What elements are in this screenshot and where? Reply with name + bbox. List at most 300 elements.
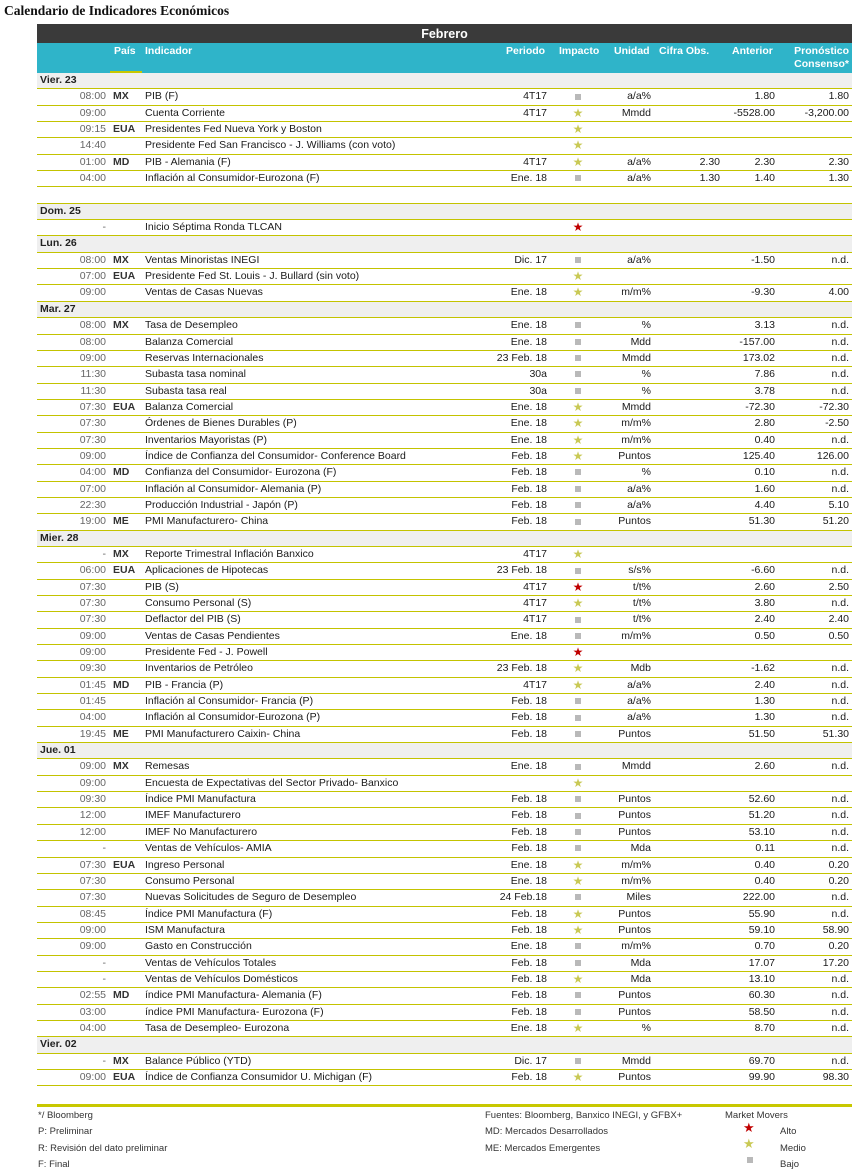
cell-periodo: Ene. 18 bbox=[510, 1021, 547, 1034]
cell-pais: MX bbox=[113, 253, 129, 266]
cell-time: 12:00 bbox=[79, 825, 106, 838]
table-row bbox=[37, 269, 852, 285]
day-label: Vier. 23 bbox=[40, 74, 77, 86]
table-row bbox=[37, 318, 852, 334]
cell-periodo: Feb. 18 bbox=[511, 449, 547, 462]
cell-pronostico: 0.20 bbox=[828, 874, 849, 887]
cell-time: 01:00 bbox=[79, 155, 106, 168]
table-row bbox=[37, 89, 852, 105]
cell-periodo: Feb. 18 bbox=[511, 727, 547, 740]
cell-indicador: PIB (S) bbox=[145, 580, 179, 593]
cell-time: 09:00 bbox=[79, 629, 106, 642]
cell-pronostico: 51.20 bbox=[822, 515, 849, 528]
cell-time: - bbox=[102, 972, 106, 985]
cell-periodo: Feb. 18 bbox=[511, 1005, 547, 1018]
cell-pronostico: n.d. bbox=[831, 907, 849, 920]
table-row bbox=[37, 285, 852, 301]
cell-periodo: 4T17 bbox=[523, 155, 547, 168]
table-row bbox=[37, 874, 852, 890]
table-row bbox=[37, 335, 852, 351]
cell-anterior: 7.86 bbox=[754, 368, 775, 381]
table-row bbox=[37, 367, 852, 383]
cell-pronostico: 5.10 bbox=[828, 498, 849, 511]
cell-indicador: Nuevas Solicitudes de Seguro de Desempleo bbox=[145, 891, 357, 904]
cell-pais: EUA bbox=[113, 858, 136, 871]
day-header-row bbox=[37, 531, 852, 547]
cell-unidad: Mmdd bbox=[621, 760, 651, 773]
cell-periodo: Feb. 18 bbox=[511, 695, 547, 708]
cell-anterior: 1.80 bbox=[754, 90, 775, 103]
impact-medio-star-icon: ★ bbox=[572, 154, 584, 169]
cell-indicador: IMEF Manufacturero bbox=[145, 809, 241, 822]
cell-time: 19:45 bbox=[79, 727, 106, 740]
cell-periodo: 4T17 bbox=[523, 580, 547, 593]
cell-anterior: 1.60 bbox=[754, 482, 775, 495]
table-row bbox=[37, 433, 852, 449]
table-row bbox=[37, 220, 852, 236]
cell-unidad: Mmdd bbox=[621, 106, 651, 119]
impact-bajo-square-icon bbox=[570, 563, 586, 578]
cell-pronostico: n.d. bbox=[831, 989, 849, 1002]
impact-alto-star-icon: ★ bbox=[572, 645, 584, 660]
cell-unidad: Puntos bbox=[618, 923, 651, 936]
cell-pronostico: 126.00 bbox=[816, 449, 849, 462]
cell-indicador: Inicio Séptima Ronda TLCAN bbox=[145, 221, 282, 234]
cell-pais: EUA bbox=[113, 1070, 136, 1083]
day-label: Mar. 27 bbox=[40, 302, 76, 315]
cell-indicador: Producción Industrial - Japón (P) bbox=[145, 498, 298, 511]
impact-bajo-square-icon bbox=[570, 792, 586, 807]
cell-periodo: Dic. 17 bbox=[514, 253, 547, 266]
cell-indicador: Índice PMI Manufactura bbox=[145, 793, 256, 806]
table-row bbox=[37, 253, 852, 269]
table-row bbox=[37, 939, 852, 955]
cell-unidad: a/a% bbox=[627, 711, 651, 724]
cell-unidad: a/a% bbox=[627, 155, 651, 168]
cell-periodo: Ene. 18 bbox=[510, 433, 547, 446]
cell-time: 09:30 bbox=[79, 662, 106, 675]
cell-time: 14:40 bbox=[79, 139, 106, 152]
cell-anterior: -6.60 bbox=[751, 564, 775, 577]
cell-pais: MX bbox=[113, 90, 129, 103]
impact-bajo-square-icon bbox=[570, 367, 586, 382]
cell-unidad: Puntos bbox=[618, 449, 651, 462]
cell-anterior: 17.07 bbox=[748, 956, 775, 969]
table-row bbox=[37, 972, 852, 988]
table-row bbox=[37, 400, 852, 416]
cell-pronostico: 2.30 bbox=[828, 155, 849, 168]
cell-anterior: 3.13 bbox=[754, 319, 775, 332]
cell-indicador: Confianza del Consumidor- Eurozona (F) bbox=[145, 466, 337, 479]
cell-cifra-obs: 1.30 bbox=[699, 172, 720, 185]
cell-pronostico: n.d. bbox=[831, 1005, 849, 1018]
table-row bbox=[37, 351, 852, 367]
table-row bbox=[37, 661, 852, 677]
table-row bbox=[37, 596, 852, 612]
cell-anterior: 2.60 bbox=[754, 580, 775, 593]
cell-time: 22:30 bbox=[79, 498, 106, 511]
table-row bbox=[37, 678, 852, 694]
cell-unidad: Mdb bbox=[630, 662, 651, 675]
impact-bajo-square-icon bbox=[570, 465, 586, 480]
cell-anterior: 0.10 bbox=[754, 466, 775, 479]
cell-pronostico: n.d. bbox=[831, 482, 849, 495]
cell-anterior: -1.62 bbox=[751, 662, 775, 675]
table-row bbox=[37, 645, 852, 661]
cell-unidad: Puntos bbox=[618, 825, 651, 838]
cell-indicador: Subasta tasa real bbox=[145, 384, 227, 397]
cell-anterior: 0.50 bbox=[754, 629, 775, 642]
cell-pronostico: n.d. bbox=[831, 253, 849, 266]
cell-time: 07:30 bbox=[79, 891, 106, 904]
cell-time: 04:00 bbox=[79, 466, 106, 479]
cell-anterior: -72.30 bbox=[745, 400, 775, 413]
cell-indicador: PIB - Alemania (F) bbox=[145, 155, 231, 168]
cell-indicador: Tasa de Desempleo bbox=[145, 319, 238, 332]
impact-medio-star-icon: ★ bbox=[572, 432, 584, 447]
cell-pronostico: n.d. bbox=[831, 368, 849, 381]
cell-time: 07:30 bbox=[79, 433, 106, 446]
impact-medio-star-icon: ★ bbox=[572, 1069, 584, 1084]
cell-indicador: índice PMI Manufactura- Alemania (F) bbox=[145, 989, 322, 1002]
cell-pronostico: 2.50 bbox=[828, 580, 849, 593]
cell-pronostico: n.d. bbox=[831, 809, 849, 822]
cell-time: 07:00 bbox=[79, 270, 106, 283]
cell-unidad: Puntos bbox=[618, 1070, 651, 1083]
cell-time: 01:45 bbox=[79, 695, 106, 708]
impact-medio-star-icon: ★ bbox=[572, 661, 584, 676]
cell-pronostico: n.d. bbox=[831, 564, 849, 577]
cell-pronostico: n.d. bbox=[831, 793, 849, 806]
impact-bajo-square-icon bbox=[570, 351, 586, 366]
footnote-final: F: Final bbox=[38, 1159, 70, 1170]
cell-periodo: 23 Feb. 18 bbox=[496, 662, 547, 675]
cell-pronostico: n.d. bbox=[831, 972, 849, 985]
legend-medio-star-icon: ★ bbox=[743, 1136, 755, 1151]
cell-pronostico: 0.50 bbox=[828, 629, 849, 642]
cell-pronostico: n.d. bbox=[831, 319, 849, 332]
footnote-bloomberg: */ Bloomberg bbox=[38, 1110, 93, 1121]
cell-indicador: Deflactor del PIB (S) bbox=[145, 613, 241, 626]
cell-anterior: 58.50 bbox=[748, 1005, 775, 1018]
cell-indicador: Ventas de Casas Nuevas bbox=[145, 286, 263, 299]
cell-time: - bbox=[102, 842, 106, 855]
cell-periodo: 23 Feb. 18 bbox=[496, 564, 547, 577]
cell-periodo: Ene. 18 bbox=[510, 417, 547, 430]
cell-periodo: Feb. 18 bbox=[511, 923, 547, 936]
impact-bajo-square-icon bbox=[570, 939, 586, 954]
impact-bajo-square-icon bbox=[570, 318, 586, 333]
impact-bajo-square-icon bbox=[570, 384, 586, 399]
cell-pronostico: 58.90 bbox=[822, 923, 849, 936]
cell-unidad: Puntos bbox=[618, 793, 651, 806]
cell-anterior: 0.40 bbox=[754, 874, 775, 887]
cell-periodo: 30a bbox=[529, 384, 547, 397]
cell-indicador: Ventas de Casas Pendientes bbox=[145, 629, 280, 642]
day-label: Lun. 26 bbox=[40, 237, 77, 250]
cell-periodo: Feb. 18 bbox=[511, 907, 547, 920]
cell-unidad: a/a% bbox=[627, 482, 651, 495]
cell-pronostico: n.d. bbox=[831, 695, 849, 708]
cell-periodo: Ene. 18 bbox=[510, 286, 547, 299]
cell-pronostico: 17.20 bbox=[822, 956, 849, 969]
impact-medio-star-icon: ★ bbox=[572, 105, 584, 120]
cell-pais: MX bbox=[113, 547, 129, 560]
impact-bajo-square-icon bbox=[570, 890, 586, 905]
cell-anterior: 0.11 bbox=[755, 842, 775, 855]
impact-medio-star-icon: ★ bbox=[572, 857, 584, 872]
table-row bbox=[37, 1021, 852, 1037]
table-row bbox=[37, 792, 852, 808]
impact-bajo-square-icon bbox=[570, 841, 586, 856]
cell-anterior: 1.30 bbox=[754, 711, 775, 724]
cell-unidad: a/a% bbox=[627, 498, 651, 511]
table-row bbox=[37, 694, 852, 710]
cell-anterior: 125.40 bbox=[742, 449, 775, 462]
cell-pronostico: n.d. bbox=[831, 711, 849, 724]
cell-periodo: Feb. 18 bbox=[511, 466, 547, 479]
day-header-row bbox=[37, 73, 852, 89]
cell-anterior: 1.30 bbox=[754, 695, 775, 708]
cell-pronostico: n.d. bbox=[831, 1021, 849, 1034]
impact-medio-star-icon: ★ bbox=[572, 775, 584, 790]
cell-periodo: Feb. 18 bbox=[511, 793, 547, 806]
cell-anterior: 4.40 bbox=[754, 498, 775, 511]
impact-bajo-square-icon bbox=[570, 808, 586, 823]
cell-unidad: m/m% bbox=[621, 286, 651, 299]
cell-time: 08:00 bbox=[79, 319, 106, 332]
footnote-md: MD: Mercados Desarrollados bbox=[485, 1126, 609, 1137]
cell-anterior: 59.10 bbox=[748, 923, 775, 936]
cell-anterior: 0.40 bbox=[754, 433, 775, 446]
cell-periodo: Feb. 18 bbox=[511, 989, 547, 1002]
cell-time: - bbox=[102, 1054, 106, 1067]
cell-unidad: Puntos bbox=[618, 1005, 651, 1018]
day-label: Vier. 02 bbox=[40, 1038, 77, 1051]
cell-time: 07:30 bbox=[79, 874, 106, 887]
impact-medio-star-icon: ★ bbox=[572, 416, 584, 431]
cell-time: 09:15 bbox=[79, 123, 106, 136]
cell-periodo: 4T17 bbox=[523, 678, 547, 691]
cell-unidad: Puntos bbox=[618, 907, 651, 920]
cell-pronostico: 0.20 bbox=[828, 858, 849, 871]
cell-indicador: Presidente Fed St. Louis - J. Bullard (sin voto) bbox=[145, 270, 360, 283]
impact-medio-star-icon: ★ bbox=[572, 873, 584, 888]
cell-indicador: Consumo Personal bbox=[145, 874, 235, 887]
cell-time: 08:00 bbox=[79, 90, 106, 103]
impact-medio-star-icon: ★ bbox=[572, 677, 584, 692]
table-row bbox=[37, 482, 852, 498]
cell-indicador: Presidentes Fed Nueva York y Boston bbox=[145, 123, 322, 136]
footnote-me: ME: Mercados Emergentes bbox=[485, 1143, 601, 1154]
cell-time: 07:30 bbox=[79, 613, 106, 626]
header-periodo: Periodo bbox=[506, 45, 546, 57]
cell-anterior: 69.70 bbox=[748, 1054, 775, 1067]
cell-periodo: Feb. 18 bbox=[511, 809, 547, 822]
cell-periodo: 4T17 bbox=[523, 613, 547, 626]
cell-time: 07:30 bbox=[79, 858, 106, 871]
cell-unidad: % bbox=[641, 368, 651, 381]
header-pronostico bbox=[791, 45, 849, 71]
cell-indicador: Ventas de Vehículos Totales bbox=[145, 956, 277, 969]
cell-anterior: 2.60 bbox=[754, 760, 775, 773]
cell-pais: MD bbox=[113, 678, 130, 691]
cell-periodo: Ene. 18 bbox=[510, 400, 547, 413]
cell-indicador: Aplicaciones de Hipotecas bbox=[145, 564, 269, 577]
table-row bbox=[37, 710, 852, 726]
cell-pronostico: n.d. bbox=[831, 825, 849, 838]
cell-periodo: Ene. 18 bbox=[510, 629, 547, 642]
table-row bbox=[37, 171, 852, 187]
cell-indicador: Ingreso Personal bbox=[145, 858, 225, 871]
cell-pronostico: -3,200.00 bbox=[804, 106, 849, 119]
cell-pronostico: n.d. bbox=[831, 597, 849, 609]
cell-time: 03:00 bbox=[79, 1005, 106, 1018]
cell-indicador: Tasa de Desempleo- Eurozona bbox=[145, 1021, 290, 1034]
cell-periodo: Feb. 18 bbox=[511, 842, 547, 855]
cell-anterior: 51.20 bbox=[748, 809, 775, 822]
cell-time: 04:00 bbox=[79, 1021, 106, 1034]
cell-anterior: 51.30 bbox=[748, 515, 775, 528]
cell-unidad: m/m% bbox=[621, 417, 651, 430]
table-row bbox=[37, 923, 852, 939]
cell-periodo: Ene. 18 bbox=[510, 858, 547, 871]
cell-time: 08:00 bbox=[79, 335, 106, 348]
cell-time: 07:30 bbox=[79, 597, 106, 609]
cell-pronostico: n.d. bbox=[831, 678, 849, 691]
cell-time: 09:00 bbox=[79, 106, 106, 119]
cell-indicador: Inflación al Consumidor- Alemania (P) bbox=[145, 482, 322, 495]
cell-indicador: Ventas Minoristas INEGI bbox=[145, 253, 260, 266]
cell-time: 07:00 bbox=[79, 482, 106, 495]
table-row bbox=[37, 612, 852, 628]
cell-pais: MX bbox=[113, 319, 129, 332]
impact-bajo-square-icon bbox=[570, 498, 586, 513]
table-row bbox=[37, 858, 852, 874]
cell-time: 09:30 bbox=[79, 793, 106, 806]
page-title: Calendario de Indicadores Económicos bbox=[4, 3, 230, 18]
cell-unidad: % bbox=[641, 384, 651, 397]
cell-pais: EUA bbox=[113, 400, 136, 413]
cell-periodo: Feb. 18 bbox=[511, 972, 547, 985]
cell-time: 09:00 bbox=[79, 776, 106, 789]
header-pronostico-line2: Consenso* bbox=[794, 58, 849, 70]
cell-time: - bbox=[102, 956, 106, 969]
header-pais: País bbox=[114, 45, 136, 57]
cell-indicador: Índice PMI Manufactura (F) bbox=[145, 907, 273, 920]
cell-unidad: m/m% bbox=[621, 433, 651, 446]
table-row bbox=[37, 547, 852, 563]
cell-time: 12:00 bbox=[79, 809, 106, 822]
cell-time: 09:00 bbox=[79, 923, 106, 936]
table-row bbox=[37, 890, 852, 906]
impact-medio-star-icon: ★ bbox=[572, 138, 584, 153]
footnote-preliminar: P: Preliminar bbox=[38, 1126, 93, 1137]
table-row bbox=[37, 776, 852, 792]
impact-bajo-square-icon bbox=[570, 171, 586, 186]
cell-pronostico: n.d. bbox=[831, 433, 849, 446]
table-row bbox=[37, 956, 852, 972]
day-header-row bbox=[37, 302, 852, 318]
cell-unidad: Puntos bbox=[618, 809, 651, 822]
cell-time: 04:00 bbox=[79, 711, 106, 724]
cell-anterior: -5528.00 bbox=[733, 106, 775, 119]
legend-bajo-label: Bajo bbox=[780, 1159, 800, 1170]
cell-pronostico: -72.30 bbox=[819, 400, 849, 413]
table-row bbox=[37, 384, 852, 400]
cell-time: 09:00 bbox=[79, 1070, 106, 1083]
cell-anterior: 55.90 bbox=[748, 907, 775, 920]
table-row bbox=[37, 1070, 852, 1086]
cell-indicador: PMI Manufacturero Caixin- China bbox=[145, 727, 301, 740]
cell-anterior: 2.80 bbox=[754, 417, 775, 430]
cell-periodo: Ene. 18 bbox=[510, 335, 547, 348]
table-row bbox=[37, 759, 852, 775]
impact-bajo-square-icon bbox=[570, 335, 586, 350]
cell-periodo: Feb. 18 bbox=[511, 825, 547, 838]
cell-time: 07:30 bbox=[79, 400, 106, 413]
cell-anterior: 2.30 bbox=[754, 155, 775, 168]
cell-time: 02:55 bbox=[79, 989, 106, 1002]
cell-periodo: Feb. 18 bbox=[511, 1070, 547, 1083]
table-row bbox=[37, 449, 852, 465]
header-unidad: Unidad bbox=[614, 45, 650, 57]
cell-indicador: Presidente Fed San Francisco - J. Williams (con voto) bbox=[145, 139, 396, 152]
cell-periodo: Ene. 18 bbox=[510, 172, 547, 185]
cell-pais: MX bbox=[113, 760, 129, 773]
cell-anterior: 60.30 bbox=[748, 989, 775, 1002]
cell-indicador: índice PMI Manufactura- Eurozona (F) bbox=[145, 1005, 324, 1018]
cell-pronostico: 0.20 bbox=[828, 940, 849, 953]
table-row bbox=[37, 727, 852, 743]
cell-periodo: Feb. 18 bbox=[511, 956, 547, 969]
cell-time: 08:45 bbox=[79, 907, 106, 920]
cell-pronostico: n.d. bbox=[831, 335, 849, 348]
bottom-rule bbox=[37, 1104, 852, 1107]
cell-indicador: Ventas de Vehículos Domésticos bbox=[145, 972, 298, 985]
impact-alto-star-icon: ★ bbox=[572, 220, 584, 235]
cell-periodo: 4T17 bbox=[523, 597, 547, 609]
table-row bbox=[37, 825, 852, 841]
impact-bajo-square-icon bbox=[570, 629, 586, 644]
cell-indicador: Inflación al Consumidor- Francia (P) bbox=[145, 695, 314, 708]
cell-unidad: a/a% bbox=[627, 678, 651, 691]
impact-bajo-square-icon bbox=[570, 727, 586, 742]
cell-pronostico: 51.30 bbox=[822, 727, 849, 740]
cell-unidad: Puntos bbox=[618, 989, 651, 1002]
day-header-row bbox=[37, 743, 852, 759]
legend-alto-label: Alto bbox=[780, 1126, 797, 1137]
cell-indicador: Gasto en Construcción bbox=[145, 940, 252, 953]
header-impacto: Impacto bbox=[559, 45, 600, 57]
cell-unidad: Mdd bbox=[630, 335, 651, 348]
cell-periodo: Feb. 18 bbox=[511, 711, 547, 724]
impact-bajo-square-icon bbox=[570, 89, 586, 104]
cell-periodo: Feb. 18 bbox=[511, 498, 547, 511]
cell-unidad: s/s% bbox=[628, 564, 651, 577]
cell-anterior: 0.40 bbox=[754, 858, 775, 871]
cell-indicador: Ventas de Vehículos- AMIA bbox=[145, 842, 272, 855]
header-indicador: Indicador bbox=[145, 45, 193, 57]
table-row bbox=[37, 808, 852, 824]
legend-alto-star-icon: ★ bbox=[743, 1120, 755, 1135]
cell-time: 09:00 bbox=[79, 286, 106, 299]
header-cifra: Cifra Obs. bbox=[659, 45, 710, 57]
impact-alto-star-icon: ★ bbox=[572, 579, 584, 594]
cell-indicador: Consumo Personal (S) bbox=[145, 597, 252, 609]
cell-unidad: t/t% bbox=[632, 613, 651, 626]
cell-unidad: % bbox=[641, 466, 651, 479]
